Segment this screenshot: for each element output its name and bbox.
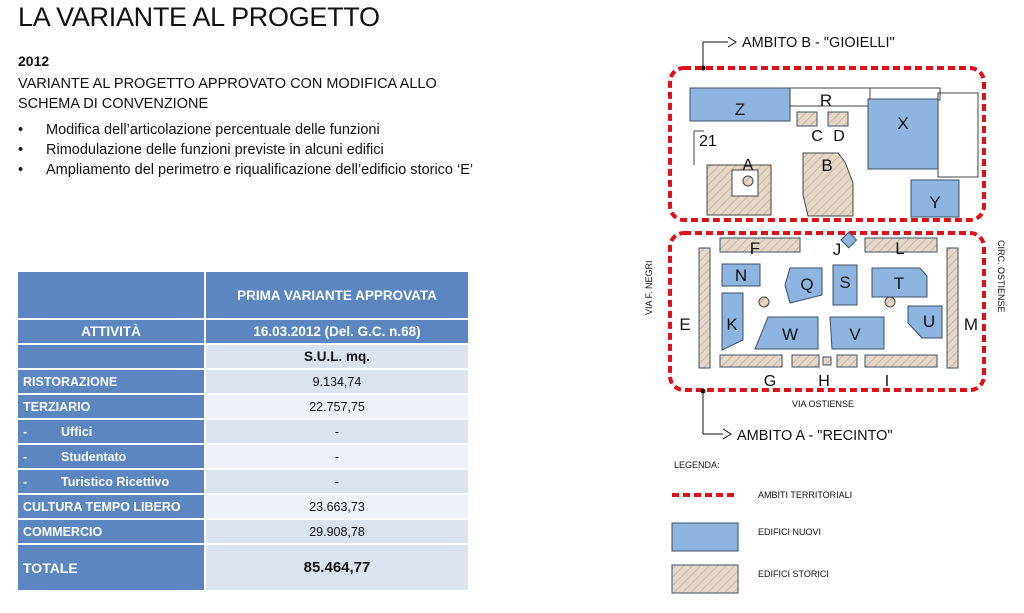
building-m xyxy=(947,248,958,368)
ambito-a-dot xyxy=(701,389,706,394)
legend-nuovi: EDIFICI NUOVI xyxy=(758,527,822,537)
monument-a xyxy=(743,176,753,186)
label-y: Y xyxy=(929,193,941,212)
building-h3 xyxy=(837,355,857,367)
building-d xyxy=(828,112,848,126)
label-q: Q xyxy=(800,275,814,294)
legend-ambiti: AMBITI TERRITORIALI xyxy=(758,490,853,500)
row-dash: - xyxy=(23,449,28,464)
label-s: S xyxy=(839,273,851,292)
row-value: 29.908,78 xyxy=(206,520,470,545)
ambito-a-label: AMBITO A - "RECINTO" xyxy=(737,428,893,444)
building-h1 xyxy=(792,355,819,367)
outline-r2 xyxy=(870,88,940,100)
legend-storici: EDIFICI STORICI xyxy=(758,569,829,579)
building-x xyxy=(868,99,938,169)
total-value: 85.464,77 xyxy=(206,545,470,592)
table-row xyxy=(18,520,470,545)
table-row xyxy=(18,495,470,520)
label-x: X xyxy=(897,114,909,133)
row-label: COMMERCIO xyxy=(18,520,206,545)
monument-k xyxy=(759,297,769,307)
label-v: V xyxy=(849,325,861,344)
building-h2 xyxy=(823,357,831,365)
label-h: H xyxy=(818,373,830,390)
label-t: T xyxy=(893,274,905,293)
label-w: W xyxy=(781,325,799,344)
year-heading: 2012 xyxy=(18,53,50,69)
header-activity: ATTIVITÀ xyxy=(18,320,206,345)
row-label: RISTORAZIONE xyxy=(18,370,206,395)
bullet-item: • Ampliamento del perimetro e riqualificazione dell’edificio storico ‘E’ xyxy=(18,160,488,180)
label-m: M xyxy=(963,315,979,334)
label-a: A xyxy=(742,157,754,174)
bullet-item: • Modifica dell’articolazione percentuale delle funzioni xyxy=(18,120,488,140)
row-label: Uffici xyxy=(61,424,93,439)
table-header-row xyxy=(18,272,470,320)
label-21: 21 xyxy=(699,133,717,150)
row-value: 22.757,75 xyxy=(206,395,470,420)
building-g xyxy=(720,355,782,367)
row-value: - xyxy=(206,470,470,495)
row-value: - xyxy=(206,420,470,445)
street-east: CIRC. OSTIENSE xyxy=(996,240,1006,313)
label-d: D xyxy=(833,128,845,145)
ambito-b-arrowhead xyxy=(728,37,736,47)
total-row xyxy=(18,545,470,592)
table-header-row xyxy=(18,320,470,345)
row-value: 23.663,73 xyxy=(206,495,470,520)
row-label: TERZIARIO xyxy=(18,395,206,420)
ambito-a-arrowhead xyxy=(723,429,731,439)
header-unit: S.U.L. mq. xyxy=(206,345,470,370)
total-label: TOTALE xyxy=(18,545,206,592)
label-n: N xyxy=(734,266,748,285)
page-title: LA VARIANTE AL PROGETTO xyxy=(18,2,380,32)
legend-storici-swatch xyxy=(672,565,738,593)
table-corner-cell xyxy=(18,272,206,320)
bullet-item: • Rimodulazione delle funzioni previste in alcuni edifici xyxy=(18,140,488,160)
header-variant: PRIMA VARIANTE APPROVATA xyxy=(206,272,470,320)
row-label: CULTURA TEMPO LIBERO xyxy=(18,495,206,520)
row-label: Turistico Ricettivo xyxy=(61,474,170,489)
row-value: 9.134,74 xyxy=(206,370,470,395)
row-label-sub xyxy=(18,445,206,470)
row-label-sub xyxy=(18,470,206,495)
label-e: E xyxy=(679,315,691,334)
label-u: U xyxy=(922,312,936,331)
table-row xyxy=(18,370,470,395)
label-c: C xyxy=(811,128,823,145)
row-dash: - xyxy=(23,474,28,489)
bullet-list xyxy=(18,120,488,180)
table-row xyxy=(18,470,470,495)
label-f: F xyxy=(749,239,761,258)
table-row xyxy=(18,445,470,470)
ambito-b-label: AMBITO B - "GIOIELLI" xyxy=(742,35,895,51)
site-map xyxy=(640,15,1010,610)
outline-x xyxy=(938,93,978,177)
sul-table xyxy=(18,272,470,592)
building-e xyxy=(699,248,710,368)
legend-nuovi-swatch xyxy=(672,523,738,551)
label-i: I xyxy=(884,373,890,390)
label-g: G xyxy=(763,373,777,390)
table-row xyxy=(18,420,470,445)
table-header-row xyxy=(18,345,470,370)
table-row xyxy=(18,395,470,420)
label-k: K xyxy=(726,315,738,334)
label-r: R xyxy=(819,91,833,110)
subtitle: VARIANTE AL PROGETTO APPROVATO CON MODIFICA ALLO SCHEMA DI CONVENZIONE xyxy=(18,76,437,112)
label-z: Z xyxy=(734,100,746,119)
label-b: B xyxy=(821,156,833,175)
street-west: VIA F. NEGRI xyxy=(644,260,654,315)
street-south: VIA OSTIENSE xyxy=(791,399,855,409)
monument-v xyxy=(885,297,895,307)
table-corner-cell xyxy=(18,345,206,370)
row-label: Studentato xyxy=(61,449,127,464)
row-value: - xyxy=(206,445,470,470)
building-c xyxy=(797,112,817,126)
label-j: J xyxy=(832,240,842,259)
legend-title: LEGENDA: xyxy=(674,460,720,470)
row-dash: - xyxy=(23,424,28,439)
building-i xyxy=(865,355,937,367)
label-l: L xyxy=(895,239,905,258)
row-label-sub xyxy=(18,420,206,445)
header-date: 16.03.2012 (Del. G.C. n.68) xyxy=(206,320,470,345)
